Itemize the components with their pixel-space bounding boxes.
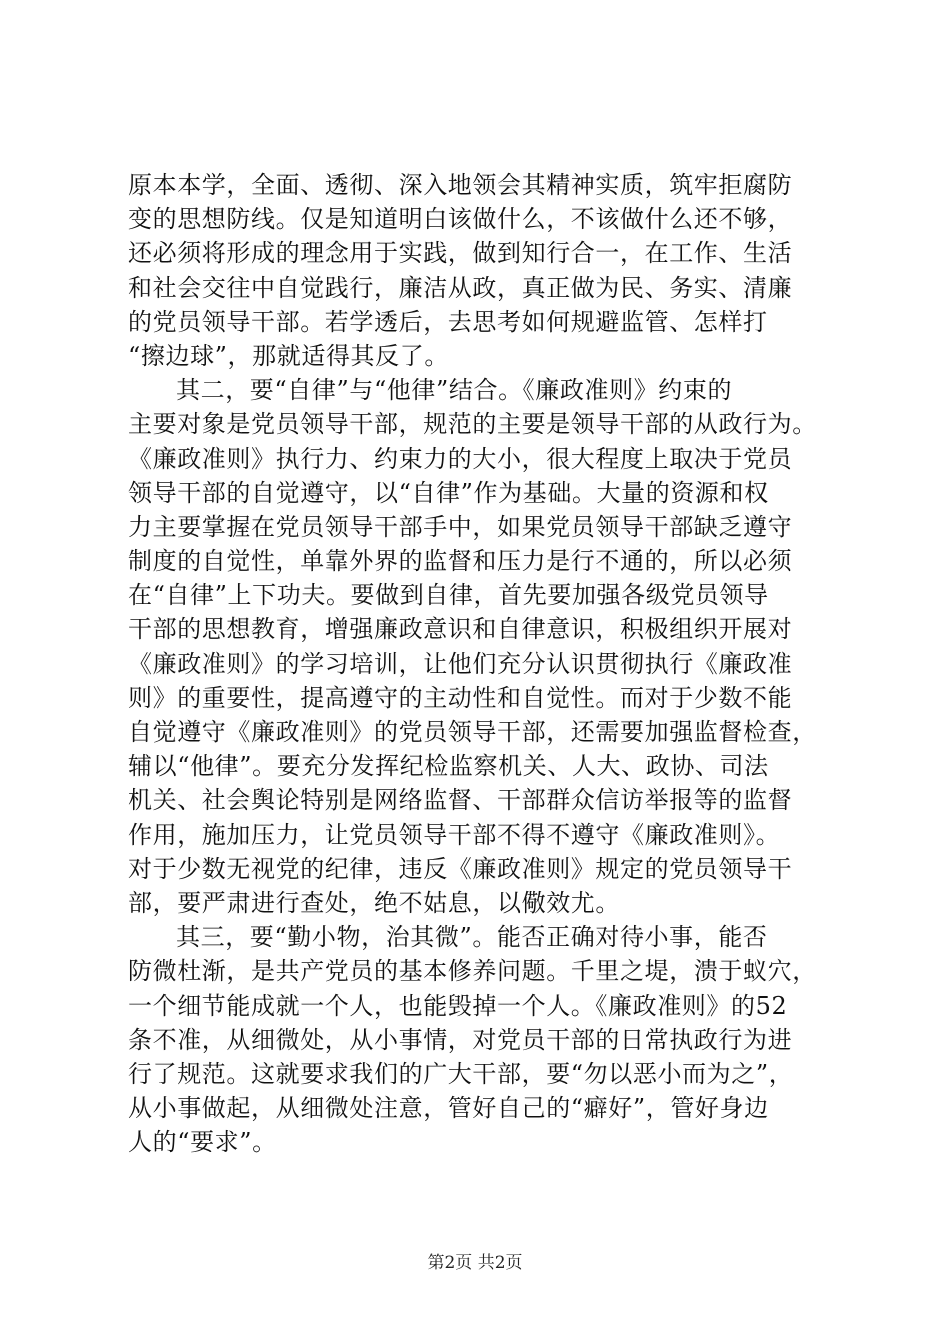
text-line: 干部的思想教育，增强廉政意识和自律意识，积极组织开展对: [128, 615, 793, 644]
text-line: 辅以“他律”。要充分发挥纪检监察机关、人大、政协、司法: [128, 752, 769, 781]
paragraph-start-line: 其三，要“勤小物，治其微”。能否正确对待小事，能否: [176, 923, 768, 952]
text-line: 制度的自觉性，单靠外界的监督和压力是行不通的，所以必须: [128, 547, 793, 576]
text-line: 还必须将形成的理念用于实践，做到知行合一，在工作、生活: [128, 239, 793, 268]
text-line: 力主要掌握在党员领导干部手中，如果党员领导干部缺乏遵守: [128, 512, 793, 541]
text-line: “擦边球”，那就适得其反了。: [128, 341, 449, 370]
text-line: 从小事做起，从细微处注意，管好自己的“癖好”，管好身边: [128, 1094, 769, 1123]
text-line: 原本本学，全面、透彻、深入地领会其精神实质，筑牢拒腐防: [128, 171, 793, 199]
text-line: 行了规范。这就要求我们的广大干部，要“勿以恶小而为之”，: [128, 1059, 794, 1088]
document-body: [128, 168, 838, 1159]
text-line: 一个细节能成就一个人，也能毁掉一个人。《廉政准则》的52: [128, 991, 788, 1020]
text-line: 变的思想防线。仅是知道明白该做什么，不该做什么还不够，: [128, 205, 793, 234]
text-line: 则》的重要性，提高遵守的主动性和自觉性。而对于少数不能: [128, 683, 793, 712]
paragraph-start-line: 其二，要“自律”与“他律”结合。《廉政准则》约束的: [176, 376, 733, 405]
page-footer: 第2页 共2页: [427, 1253, 523, 1273]
text-line: 对于少数无视党的纪律，违反《廉政准则》规定的党员领导干: [128, 854, 793, 883]
text-line: 部，要严肃进行查处，绝不姑息，以儆效尤。: [128, 888, 620, 917]
text-line: 在“自律”上下功夫。要做到自律，首先要加强各级党员领导: [128, 581, 769, 610]
text-line: 作用，施加压力，让党员领导干部不得不遵守《廉政准则》。: [128, 820, 781, 849]
text-line: 自觉遵守《廉政准则》的党员领导干部，还需要加强监督检查，: [128, 718, 817, 746]
text-line: 主要对象是党员领导干部，规范的主要是领导干部的从政行为。: [128, 410, 817, 439]
text-line: 防微杜渐，是共产党员的基本修养问题。千里之堤，溃于蚁穴，: [128, 957, 817, 986]
text-line: 机关、社会舆论特别是网络监督、干部群众信访举报等的监督: [128, 786, 793, 815]
text-line: 领导干部的自觉遵守，以“自律”作为基础。大量的资源和权: [128, 478, 769, 507]
text-line: 的党员领导干部。若学透后，去思考如何规避监管、怎样打: [128, 307, 768, 336]
text-line: 条不准，从细微处，从小事情，对党员干部的日常执政行为进: [128, 1025, 793, 1054]
text-line: 《廉政准则》的学习培训，让他们充分认识贯彻执行《廉政准: [128, 649, 793, 678]
text-line: 《廉政准则》执行力、约束力的大小，很大程度上取决于党员: [128, 444, 793, 473]
text-line: 和社会交往中自觉践行，廉洁从政，真正做为民、务实、清廉: [128, 273, 793, 302]
text-line: 人的“要求”。: [128, 1128, 277, 1157]
